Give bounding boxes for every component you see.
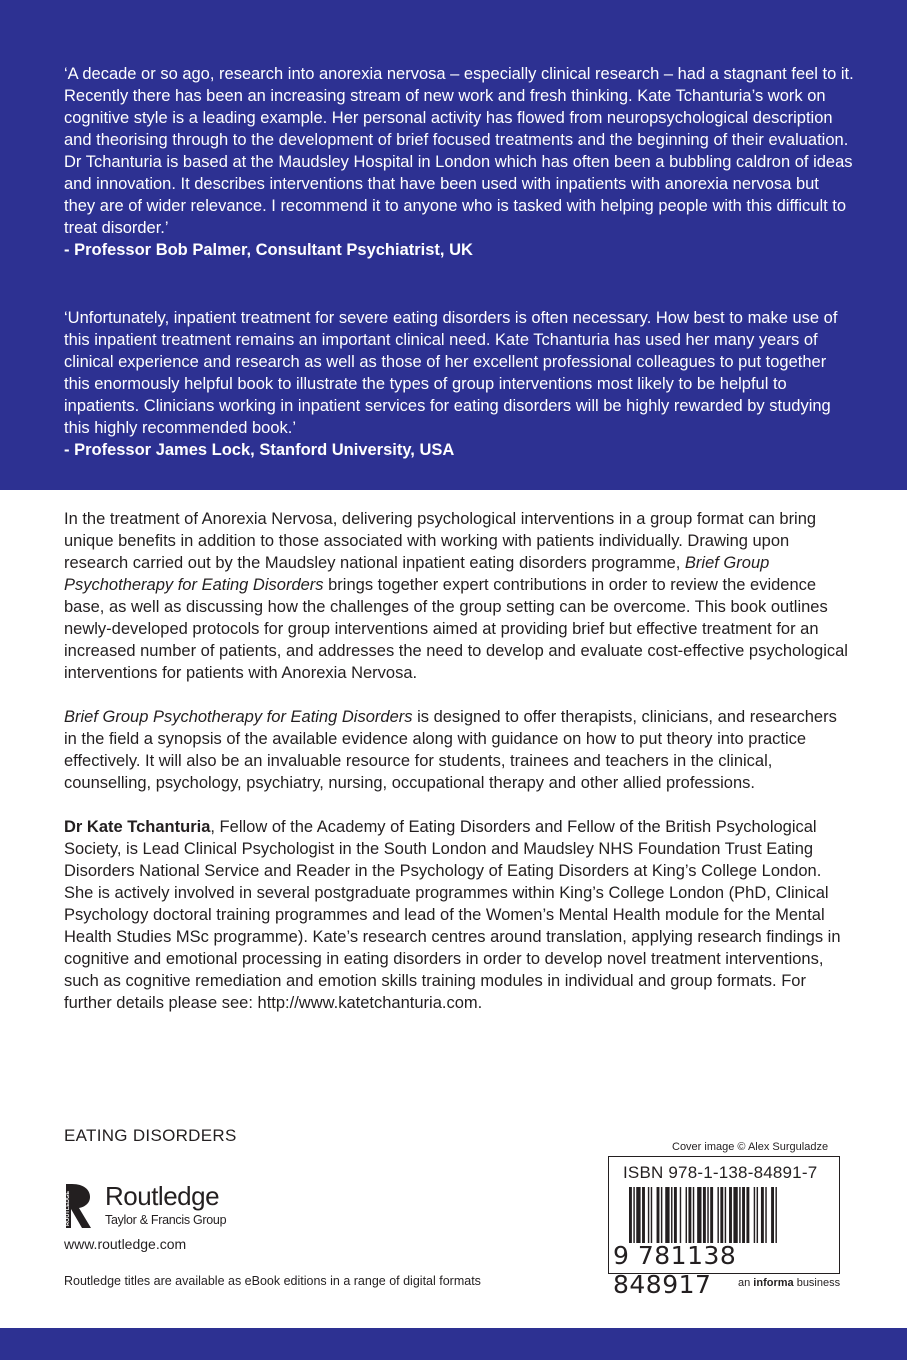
barcode-bar <box>686 1187 687 1243</box>
barcode-bar <box>693 1187 694 1243</box>
informa-business-note: an informa business <box>738 1277 841 1289</box>
barcode-bar <box>671 1187 672 1243</box>
barcode-bar <box>733 1187 737 1243</box>
book-title: Brief Group Psychotherapy for Eating Disorders <box>64 708 413 726</box>
barcode-bar <box>757 1187 758 1243</box>
barcode-bar <box>680 1187 681 1243</box>
barcode-bar <box>761 1187 764 1243</box>
book-title: Brief Group Psychotherapy for Eating Disorders <box>64 554 770 594</box>
barcode-bar <box>720 1187 723 1243</box>
subject-category: EATING DISORDERS <box>64 1126 237 1145</box>
blue-bottom-band <box>0 1328 907 1360</box>
logo-vertical-text: ROUTLEDGE <box>65 1190 71 1226</box>
barcode-bar <box>729 1187 732 1243</box>
quote-text: ‘A decade or so ago, research into anorexia nervosa – especially clinical research – had a stagnant feel to it. Recently there has been an increasing stream of new work and fresh thinking. Kate Tchanturia’s work on cognitive style is a leading example. Her personal activity has flowed from neuropsychological description and theorising through to the development of brief focused treatments and the beginning of their evaluation. Dr Tchanturia is based at the Maudsley Hospital in London which has often been a bubbling caldron of ideas and innovation. It describes interventions that have been used with inpatients with anorexia nervosa but they are of wider relevance. I recommend it to anyone who is tasked with helping people with this difficult to treat disorder.’ <box>64 65 854 237</box>
barcode-bar <box>636 1187 640 1243</box>
barcode-bar <box>739 1187 740 1243</box>
routledge-logo-icon <box>64 1182 94 1230</box>
barcode-bar <box>688 1187 691 1243</box>
ebook-note: Routledge titles are available as eBook editions in a range of digital formats <box>64 1274 481 1288</box>
barcode-bar <box>754 1187 755 1243</box>
barcode-bar <box>717 1187 718 1243</box>
barcode-bar <box>629 1187 632 1243</box>
description-paragraph-2: Brief Group Psychotherapy for Eating Disorders is designed to offer therapists, clinicians, and researchers in the field a synopsis of the available evidence along with guidance on how to put theory into practice effectively. It will also be an invaluable resource for students, trainees and teachers in the clinical, counselling, psychology, psychiatry, nursing, occupational therapy and other allied professions. <box>64 708 837 792</box>
barcode-bar <box>707 1187 708 1243</box>
barcode-icon <box>629 1187 821 1243</box>
barcode-bar <box>661 1187 662 1243</box>
quote-attribution: - Professor Bob Palmer, Consultant Psychiatrist, UK <box>64 241 473 259</box>
routledge-logo <box>64 1180 254 1232</box>
endorsement-quote-1 <box>64 63 854 261</box>
isbn-label: ISBN 978-1-138-84891-7 <box>623 1163 818 1182</box>
publisher-group: Taylor & Francis Group <box>105 1213 227 1227</box>
cover-image-credit: Cover image © Alex Surguladze <box>672 1141 829 1153</box>
quote-attribution: - Professor James Lock, Stanford University, USA <box>64 441 455 459</box>
book-description <box>64 508 854 1036</box>
author-name: Dr Kate Tchanturia <box>64 818 211 836</box>
description-paragraph-1: In the treatment of Anorexia Nervosa, delivering psychological interventions in a group format can bring unique benefits in addition to those associated with working with patients individually. Drawing upon research carried out by the Maudsley national inpatient eating disorders programme, Brief Group Psychotherapy for Eating Disorders brings together expert contributions in order to review the evidence base, as well as discussing how the challenges of the group setting can be overcome. This book outlines newly-developed protocols for group interventions aimed at providing brief but effective treatment for an increased number of patients, and addresses the need to develop and evaluate cost-effective psychological interventions for patients with Anorexia Nervosa. <box>64 510 848 682</box>
barcode-bar <box>742 1187 745 1243</box>
barcode-bar <box>725 1187 726 1243</box>
barcode-bar <box>771 1187 774 1243</box>
isbn-digits: 9 781138 848917 <box>613 1241 737 1299</box>
quote-text: ‘Unfortunately, inpatient treatment for severe eating disorders is often necessary. How best to make use of this inpatient treatment remains an important clinical need. Kate Tchanturia has used her many years of clinical experience and research as well as those of her excellent professional colleagues to put together this enormously helpful book to illustrate the types of group interventions most likely to be helpful to inpatients. Clinicians working in inpatient services for eating disorders will be highly rewarded by studying this highly recommended book.’ <box>64 309 838 437</box>
barcode-bar <box>665 1187 669 1243</box>
barcode-bar <box>648 1187 649 1243</box>
barcode-bar <box>775 1187 776 1243</box>
endorsement-quote-2 <box>64 307 854 461</box>
barcode-bar <box>633 1187 634 1243</box>
barcode-bar <box>765 1187 766 1243</box>
barcode-bar <box>642 1187 645 1243</box>
publisher-website: www.routledge.com <box>64 1236 187 1252</box>
barcode-bar <box>697 1187 701 1243</box>
barcode-bar <box>651 1187 652 1243</box>
barcode-bar <box>674 1187 677 1243</box>
barcode-bar <box>746 1187 749 1243</box>
publisher-name: Routledge <box>105 1181 220 1211</box>
author-bio: Dr Kate Tchanturia, Fellow of the Academy of Eating Disorders and Fellow of the British Psychological Society, is Lead Clinical Psychologist in the South London and Maudsley NHS Foundation Trust Eating Disorders National Service and Reader in the Psychology of Eating Disorders at King’s College London. She is actively involved in several postgraduate programmes within King’s College London (PhD, Clinical Psychology doctoral training programmes and lead of the Women’s Mental Health module for the Mental Health Studies MSc programme). Kate’s research centres around translation, applying research findings in cognitive and emotional processing in eating disorders in order to develop novel treatment interventions, such as cognitive remediation and emotion skills training modules in individual and group formats. For further details please see: http://www.katetchanturia.com. <box>64 818 841 1012</box>
barcode-bar <box>703 1187 706 1243</box>
barcode-bar <box>710 1187 713 1243</box>
barcode-bar <box>657 1187 660 1243</box>
